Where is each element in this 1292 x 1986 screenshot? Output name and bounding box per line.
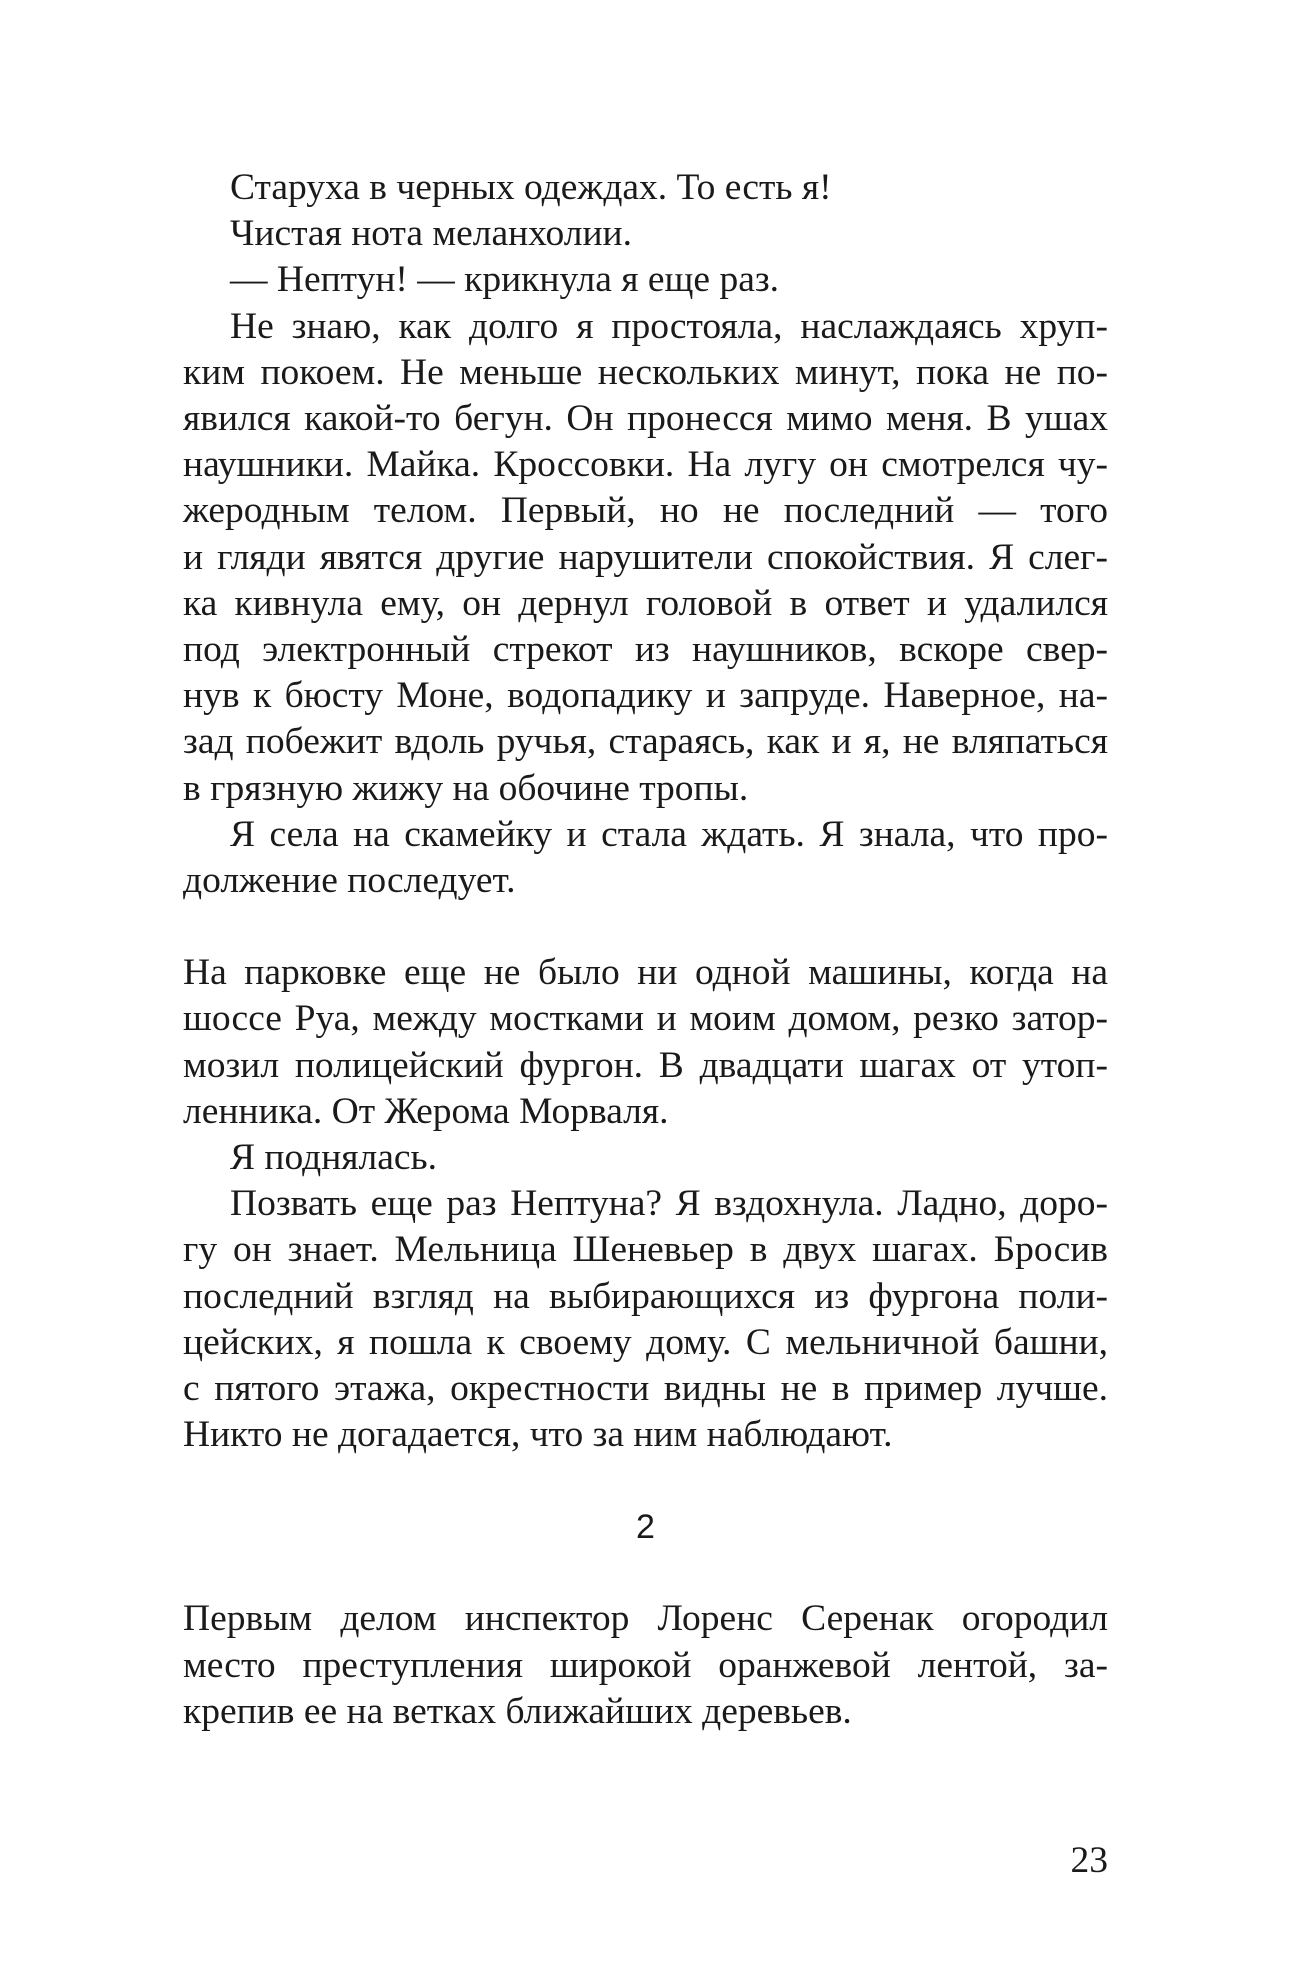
text-line: Не знаю, как долго я простояла, наслаждаясь хруп- [230,305,1108,347]
text-line: Старуха в черных одеждах. То есть я! [230,167,832,208]
text-line: должение последует. [183,860,516,902]
text-line: — Нептун! — крикнула я еще раз. [230,259,780,301]
text-line: место преступления широкой оранжевой лентой, за- [183,1644,1108,1686]
text-line: жеродным телом. Первый, но не последний — того [183,490,1108,532]
text-line: ка кивнула ему, он дернул головой в ответ и удалился [183,582,1108,624]
text-line: цейских, я пошла к своему дому. С мельничной башни, [183,1321,1108,1363]
page-body [183,165,1108,1735]
text-line: Я поднялась. [230,1137,438,1179]
text-line: ким покоем. Не меньше нескольких минут, пока не по- [183,351,1108,393]
text-line: последний взгляд на выбирающихся из фургона поли- [183,1275,1108,1317]
paragraph [183,1135,1108,1181]
paragraph [183,165,1108,211]
paragraph [183,1181,1108,1458]
text-line: ленника. От Жерома Морваля. [183,1090,669,1132]
paragraph [183,812,1108,904]
text-line: наушники. Майка. Кроссовки. На лугу он смотрелся чу- [183,444,1108,486]
text-line: шоссе Руа, между мостками и моим домом, резко затор- [183,998,1108,1040]
text-line: и гляди явятся другие нарушители спокойствия. Я слег- [183,536,1108,578]
paragraph [183,304,1108,812]
text-line: Позвать еще раз Нептуна? Я вздохнула. Ладно, доро- [230,1183,1108,1225]
text-line: в грязную жижу на обочине тропы. [183,767,749,809]
text-line: Чистая нота меланхолии. [230,213,632,255]
text-line: зад побежит вдоль ручья, стараясь, как и я, не вляпаться [183,721,1108,763]
paragraph [183,257,1108,303]
paragraph [183,950,1108,1135]
text-line: На парковке еще не было ни одной машины, когда на [183,952,1108,994]
paragraph [183,211,1108,257]
text-line: Первым делом инспектор Лоренс Серенак огородил [183,1598,1108,1640]
paragraph [183,1596,1108,1735]
text-line: явился какой-то бегун. Он пронесся мимо меня. В ушах [183,398,1108,440]
text-line: под электронный стрекот из наушников, вскоре свер- [183,629,1108,671]
text-line: нув к бюсту Моне, водопадику и запруде. Наверное, на- [183,675,1108,717]
text-line: крепив ее на ветках ближайших деревьев. [183,1690,852,1732]
section-break [183,904,1108,950]
text-line: Никто не догадается, что за ним наблюдают. [183,1414,893,1456]
text-line: гу он знает. Мельница Шеневьер в двух шагах. Бросив [183,1229,1108,1271]
page-number: 23 [1070,1840,1108,1881]
text-line: Я села на скамейку и стала ждать. Я знала, что про- [230,813,1108,855]
text-line: мозил полицейский фургон. В двадцати шагах от утоп- [183,1044,1108,1086]
text-line: с пятого этажа, окрестности видны не в пример лучше. [183,1368,1108,1410]
chapter-number: 2 [636,1508,655,1547]
